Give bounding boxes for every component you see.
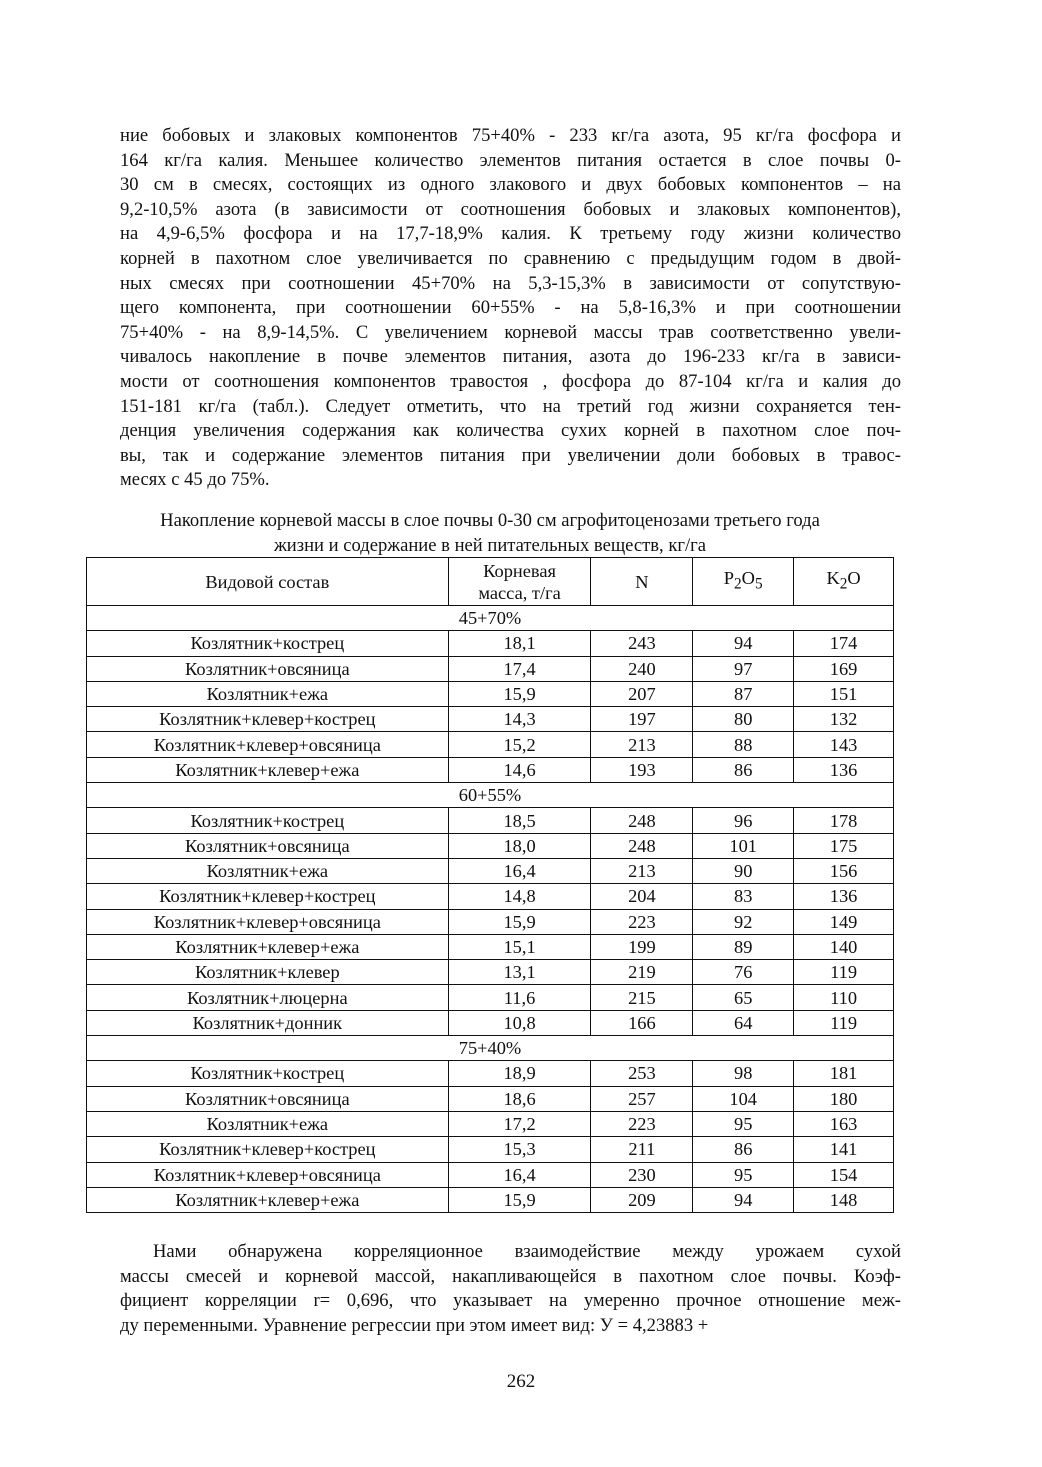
header-k2o: [794, 558, 894, 606]
cell-root-mass: 16,4: [448, 858, 591, 883]
cell-k2o: 143: [794, 732, 894, 757]
table-header-row: [87, 558, 894, 606]
header-k-o-symbol: O: [847, 568, 861, 589]
cell-composition: Козлятник+клевер+овсяница: [87, 1162, 449, 1187]
cell-n: 248: [591, 833, 693, 858]
cell-composition: Козлятник+клевер+ежа: [87, 757, 449, 782]
table-row: [87, 707, 894, 732]
cell-p2o5: 65: [693, 985, 794, 1010]
cell-k2o: 151: [794, 681, 894, 706]
cell-root-mass: 17,4: [448, 656, 591, 681]
cell-composition: Козлятник+овсяница: [87, 656, 449, 681]
cell-p2o5: 86: [693, 757, 794, 782]
body-paragraph-top: [120, 124, 901, 493]
cell-composition: Козлятник+овсяница: [87, 1086, 449, 1111]
cell-composition: Козлятник+клевер+ежа: [87, 1187, 449, 1212]
cell-n: 193: [591, 757, 693, 782]
group-row: [87, 1036, 894, 1061]
cell-composition: Козлятник+кострец: [87, 631, 449, 656]
cell-k2o: 174: [794, 631, 894, 656]
cell-n: 248: [591, 808, 693, 833]
body-paragraph-bottom: [120, 1240, 901, 1338]
cell-composition: Козлятник+клевер+овсяница: [87, 732, 449, 757]
cell-k2o: 141: [794, 1137, 894, 1162]
text-line: месях с 45 до 75%.: [120, 469, 270, 491]
cell-n: 219: [591, 960, 693, 985]
header-root-mass: [448, 558, 591, 606]
cell-n: 240: [591, 656, 693, 681]
cell-p2o5: 94: [693, 631, 794, 656]
cell-p2o5: 101: [693, 833, 794, 858]
cell-root-mass: 16,4: [448, 1162, 591, 1187]
header-o-symbol: O: [741, 568, 755, 589]
cell-n: 166: [591, 1010, 693, 1035]
cell-composition: Козлятник+овсяница: [87, 833, 449, 858]
text-line: 30 см в смесях, состоящих из одного злакового и двух бобовых компонентов – на: [120, 174, 901, 196]
table-row: [87, 884, 894, 909]
text-line: мости от соотношения компонентов травостоя , фосфора до 87-104 кг/га и калия до: [120, 370, 901, 392]
cell-k2o: 175: [794, 833, 894, 858]
cell-root-mass: 14,8: [448, 884, 591, 909]
table-row: [87, 631, 894, 656]
cell-p2o5: 104: [693, 1086, 794, 1111]
cell-root-mass: 14,6: [448, 757, 591, 782]
header-o-subscript: 5: [754, 575, 763, 593]
cell-composition: Козлятник+ежа: [87, 681, 449, 706]
text-line: корней в пахотном слое увеличивается по сравнению с предыдущим годом в двой-: [120, 247, 901, 269]
cell-k2o: 132: [794, 707, 894, 732]
cell-n: 223: [591, 1111, 693, 1136]
header-root-mass-line-1: Корневая: [483, 560, 556, 581]
header-n: N: [591, 558, 693, 606]
cell-k2o: 119: [794, 960, 894, 985]
text-line: вы, так и содержание элементов питания при увеличении доли бобовых в травос-: [120, 444, 901, 466]
cell-p2o5: 64: [693, 1010, 794, 1035]
cell-n: 207: [591, 681, 693, 706]
cell-p2o5: 88: [693, 732, 794, 757]
table-row: [87, 681, 894, 706]
cell-root-mass: 15,2: [448, 732, 591, 757]
cell-k2o: 110: [794, 985, 894, 1010]
cell-root-mass: 18,0: [448, 833, 591, 858]
cell-k2o: 136: [794, 757, 894, 782]
cell-n: 243: [591, 631, 693, 656]
cell-p2o5: 96: [693, 808, 794, 833]
cell-composition: Козлятник+кострец: [87, 808, 449, 833]
cell-root-mass: 10,8: [448, 1010, 591, 1035]
cell-root-mass: 11,6: [448, 985, 591, 1010]
cell-composition: Козлятник+клевер+овсяница: [87, 909, 449, 934]
table-caption-line-1: Накопление корневой массы в слое почвы 0-30 см агрофитоценозами третьего года: [160, 510, 820, 531]
table-row: [87, 1187, 894, 1212]
cell-composition: Козлятник+ежа: [87, 1111, 449, 1136]
table-row: [87, 1162, 894, 1187]
cell-composition: Козлятник+клевер: [87, 960, 449, 985]
text-line: ду переменными. Уравнение регрессии при этом имеет вид: У = 4,23883 +: [120, 1314, 709, 1336]
text-line: ных смесях при соотношении 45+70% на 5,3-15,3% в зависимости от сопутствую-: [120, 272, 901, 294]
cell-composition: Козлятник+клевер+кострец: [87, 884, 449, 909]
cell-root-mass: 17,2: [448, 1111, 591, 1136]
cell-n: 230: [591, 1162, 693, 1187]
cell-p2o5: 86: [693, 1137, 794, 1162]
text-line: денция увеличения содержания как количества сухих корней в пахотном слое поч-: [120, 420, 901, 442]
group-label: 60+55%: [87, 783, 894, 808]
page-number: 262: [506, 1371, 536, 1392]
header-p2o5: [693, 558, 794, 606]
cell-p2o5: 87: [693, 681, 794, 706]
table-row: [87, 960, 894, 985]
cell-root-mass: 14,3: [448, 707, 591, 732]
cell-composition: Козлятник+донник: [87, 1010, 449, 1035]
cell-composition: Козлятник+ежа: [87, 858, 449, 883]
group-label: 45+70%: [87, 606, 894, 631]
cell-root-mass: 18,6: [448, 1086, 591, 1111]
cell-p2o5: 98: [693, 1061, 794, 1086]
text-line: массы смесей и корневой массой, накапливающейся в пахотном слое почвы. Коэф-: [120, 1265, 901, 1287]
table-row: [87, 1111, 894, 1136]
cell-k2o: 163: [794, 1111, 894, 1136]
table-caption: [87, 508, 893, 558]
cell-n: 213: [591, 858, 693, 883]
cell-p2o5: 90: [693, 858, 794, 883]
text-line: 151-181 кг/га (табл.). Следует отметить, что на третий год жизни сохраняется тен-: [120, 395, 901, 417]
header-root-mass-line-2: масса, т/га: [478, 582, 561, 603]
text-line: 75+40% - на 8,9-14,5%. С увеличением корневой массы трав соответственно увели-: [120, 321, 901, 343]
cell-root-mass: 15,3: [448, 1137, 591, 1162]
table-row: [87, 656, 894, 681]
cell-k2o: 119: [794, 1010, 894, 1035]
cell-n: 204: [591, 884, 693, 909]
table-row: [87, 985, 894, 1010]
cell-k2o: 169: [794, 656, 894, 681]
group-row: [87, 606, 894, 631]
cell-composition: Козлятник+клевер+кострец: [87, 707, 449, 732]
cell-composition: Козлятник+клевер+ежа: [87, 934, 449, 959]
text-line: щего компонента, при соотношении 60+55% - на 5,8-16,3% и при соотношении: [120, 297, 901, 319]
text-line: Нами обнаружена корреляционное взаимодействие между урожаем сухой: [153, 1241, 901, 1262]
cell-n: 197: [591, 707, 693, 732]
cell-root-mass: 13,1: [448, 960, 591, 985]
cell-p2o5: 95: [693, 1111, 794, 1136]
cell-root-mass: 15,9: [448, 1187, 591, 1212]
cell-p2o5: 95: [693, 1162, 794, 1187]
table-row: [87, 757, 894, 782]
cell-p2o5: 94: [693, 1187, 794, 1212]
cell-p2o5: 80: [693, 707, 794, 732]
header-composition: Видовой состав: [87, 558, 449, 606]
table-row: [87, 1137, 894, 1162]
cell-k2o: 154: [794, 1162, 894, 1187]
cell-p2o5: 89: [693, 934, 794, 959]
text-line: ние бобовых и злаковых компонентов 75+40% - 233 кг/га азота, 95 кг/га фосфора и: [120, 125, 901, 146]
cell-composition: Козлятник+клевер+кострец: [87, 1137, 449, 1162]
cell-composition: Козлятник+люцерна: [87, 985, 449, 1010]
header-p-symbol: P: [723, 568, 734, 589]
cell-p2o5: 83: [693, 884, 794, 909]
cell-n: 211: [591, 1137, 693, 1162]
table-body: [87, 606, 894, 1213]
cell-n: 253: [591, 1061, 693, 1086]
cell-k2o: 178: [794, 808, 894, 833]
cell-k2o: 149: [794, 909, 894, 934]
cell-root-mass: 18,5: [448, 808, 591, 833]
table-row: [87, 1010, 894, 1035]
cell-k2o: 140: [794, 934, 894, 959]
table-row: [87, 833, 894, 858]
table-row: [87, 1086, 894, 1111]
table-row: [87, 808, 894, 833]
cell-n: 215: [591, 985, 693, 1010]
table-caption-line-2: жизни и содержание в ней питательных веществ, кг/га: [273, 535, 707, 556]
cell-composition: Козлятник+кострец: [87, 1061, 449, 1086]
table-row: [87, 909, 894, 934]
cell-root-mass: 15,9: [448, 909, 591, 934]
group-label: 75+40%: [87, 1036, 894, 1061]
cell-n: 213: [591, 732, 693, 757]
cell-root-mass: 15,1: [448, 934, 591, 959]
header-k-subscript: 2: [839, 575, 848, 593]
text-line: 164 кг/га калия. Меньшее количество элементов питания остается в слое почвы 0-: [120, 149, 901, 171]
text-line: фициент корреляции r= 0,696, что указывает на умеренно прочное отношение меж-: [120, 1290, 901, 1312]
text-line: 9,2-10,5% азота (в зависимости от соотношения бобовых и злаковых компонентов),: [120, 198, 901, 220]
cell-k2o: 180: [794, 1086, 894, 1111]
cell-p2o5: 92: [693, 909, 794, 934]
cell-root-mass: 15,9: [448, 681, 591, 706]
table-row: [87, 934, 894, 959]
group-row: [87, 783, 894, 808]
header-k-symbol: K: [826, 568, 840, 589]
table-row: [87, 732, 894, 757]
text-line: на 4,9-6,5% фосфора и на 17,7-18,9% калия. К третьему году жизни количество: [120, 223, 901, 245]
cell-n: 199: [591, 934, 693, 959]
cell-n: 209: [591, 1187, 693, 1212]
cell-k2o: 156: [794, 858, 894, 883]
cell-k2o: 136: [794, 884, 894, 909]
cell-k2o: 148: [794, 1187, 894, 1212]
table-row: [87, 858, 894, 883]
cell-k2o: 181: [794, 1061, 894, 1086]
cell-p2o5: 76: [693, 960, 794, 985]
cell-root-mass: 18,1: [448, 631, 591, 656]
cell-p2o5: 97: [693, 656, 794, 681]
cell-root-mass: 18,9: [448, 1061, 591, 1086]
root-mass-table: [86, 557, 894, 1213]
cell-n: 223: [591, 909, 693, 934]
header-p-subscript: 2: [734, 575, 742, 593]
table-row: [87, 1061, 894, 1086]
cell-n: 257: [591, 1086, 693, 1111]
text-line: чивалось накопление в почве элементов питания, азота до 196-233 кг/га в зависи-: [120, 346, 901, 368]
